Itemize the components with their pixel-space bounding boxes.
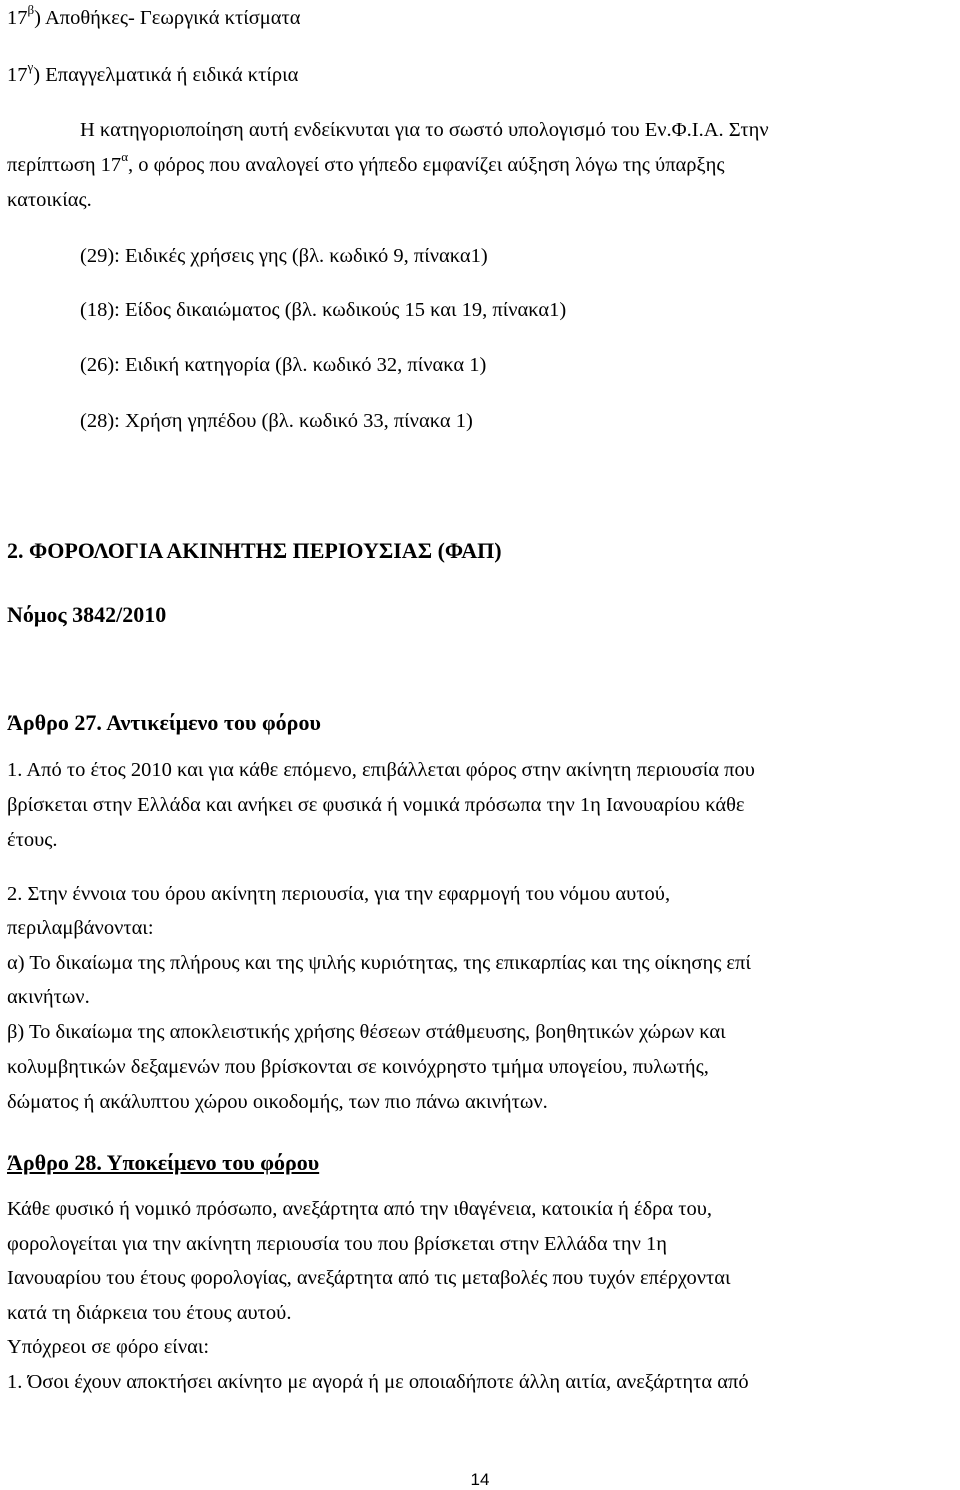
paragraph-line: 1. Όσοι έχουν αποκτήσει ακίνητο με αγορά ή με οποιαδήποτε άλλη αιτία, ανεξάρτητα από	[7, 1371, 749, 1393]
code-note-29: (29): Ειδικές χρήσεις γης (βλ. κωδικό 9, πίνακα1)	[80, 245, 488, 267]
paragraph-line: Κάθε φυσικό ή νομικό πρόσωπο, ανεξάρτητα από την ιθαγένεια, κατοικία ή έδρα του,	[7, 1198, 713, 1220]
paragraph-line: βρίσκεται στην Ελλάδα και ανήκει σε φυσικά ή νομικά πρόσωπα την 1η Ιανουαρίου κάθε	[7, 794, 745, 816]
paragraph-line: β) Το δικαίωμα της αποκλειστικής χρήσης θέσεων στάθμευσης, βοηθητικών χώρων και	[7, 1021, 726, 1043]
paragraph-line: Υπόχρεοι σε φόρο είναι:	[7, 1336, 210, 1358]
page-number: 14	[470, 1470, 490, 1489]
paragraph-line: φορολογείται για την ακίνητη περιουσία του που βρίσκεται στην Ελλάδα την 1η	[7, 1233, 668, 1255]
item-17g: $17^\gamma$) Επαγγελματικά ή ειδικά κτίρια	[7, 59, 299, 86]
paragraph-line: ακινήτων.	[7, 986, 90, 1008]
section-heading: 2. ΦΟΡΟΛΟΓΙΑ ΑΚΙΝΗΤΗΣ ΠΕΡΙΟΥΣΙΑΣ (ΦΑΠ)	[7, 538, 502, 563]
article-27-title: Άρθρο 27. Αντικείμενο του φόρου	[7, 710, 321, 735]
paragraph-line: Η κατηγοριοποίηση αυτή ενδείκνυται για το σωστό υπολογισμό του Εν.Φ.Ι.Α. Στην	[80, 119, 769, 141]
paragraph-line: περιλαμβάνονται:	[7, 917, 154, 939]
item-17b: $17^\beta$) Αποθήκες- Γεωργικά κτίσματα	[7, 2, 301, 29]
paragraph-line: κατά τη διάρκεια του έτους αυτού.	[7, 1302, 292, 1324]
paragraph-line: κολυμβητικών δεξαμενών που βρίσκονται σε κοινόχρηστο τμήμα υπογείου, πυλωτής,	[7, 1056, 709, 1078]
code-note-26: (26): Ειδική κατηγορία (βλ. κωδικό 32, πίνακα 1)	[80, 354, 487, 376]
paragraph-line: κατοικίας.	[7, 189, 92, 211]
paragraph-line: περίπτωση $17^\alpha$, ο φόρος που αναλογεί στο γήπεδο εμφανίζει αύξηση λόγω της ύπαρξης	[7, 149, 725, 176]
paragraph-line: 1. Από το έτος 2010 και για κάθε επόμενο, επιβάλλεται φόρος στην ακίνητη περιουσία που	[7, 759, 755, 781]
paragraph-line: Ιανουαρίου του έτους φορολογίας, ανεξάρτητα από τις μεταβολές που τυχόν επέρχονται	[7, 1267, 731, 1289]
paragraph-line: έτους.	[7, 829, 58, 851]
paragraph-line: δώματος ή ακάλυπτου χώρου οικοδομής, των πιο πάνω ακινήτων.	[7, 1091, 548, 1113]
code-note-18: (18): Είδος δικαιώματος (βλ. κωδικούς 15 και 19, πίνακα1)	[80, 299, 567, 321]
paragraph-line: α) Το δικαίωμα της πλήρους και της ψιλής κυριότητας, της επικαρπίας και της οίκησης επί	[7, 952, 751, 974]
code-note-28: (28): Χρήση γηπέδου (βλ. κωδικό 33, πίνακα 1)	[80, 410, 473, 432]
article-28-title: Άρθρο 28. Υποκείμενο του φόρου	[7, 1150, 320, 1175]
paragraph-line: 2. Στην έννοια του όρου ακίνητη περιουσία, για την εφαρμογή του νόμου αυτού,	[7, 883, 671, 905]
law-reference: Νόμος 3842/2010	[7, 602, 167, 627]
